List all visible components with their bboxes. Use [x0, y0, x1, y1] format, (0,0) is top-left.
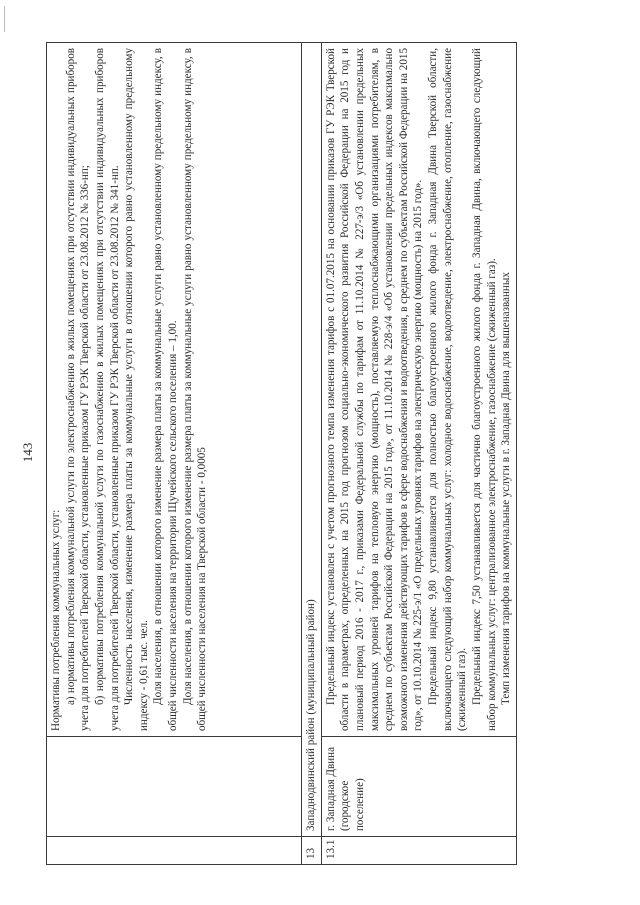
paragraph: а) нормативы потребления коммунальной услуги по электроснабжению в жилых помещениях при отсутствии индивидуальных приборов учета для потребителей Тверской области, установленные приказом ГУ РЭК Тверской области от 23.08.2012 № 336-нп; — [64, 48, 92, 731]
scan-artifact — [4, 6, 5, 32]
settlement-name: г. Западная Двина (городское поселение) — [321, 737, 516, 837]
district-title: Западнодвинский район (муниципальный район) — [302, 43, 322, 837]
paragraph: Предельный индекс установлен с учетом прогнозного темпа изменения тарифов с 01.07.2015 на основании приказов ГУ РЭК Тверской области в параметрах, определенных на 2015 год прогнозом социально-экономического развития Российской Федерации на 2015 год и плановый период 2016 - 2017 г., приказами Федеральной службы по тарифам от 11.10.2014 № 227-э/3 «Об установлении предельных максимальных уровней тарифов на тепловую энергию (мощность), поставляемую теплоснабжающими организациями потребителям, в среднем по субъектам Российской Федерации на 2015 год», от 11.10.2014 № 228-э/4 «Об установлении предельных индексов максимально возможного изменения действующих тарифов в сфере водоснабжения и водоотведения, в среднем по субъектам Российской Федерации на 2015 год», от 10.10.2014 № 225-э/1 «О предельных уровнях тарифов на электрическую энергию (мощность) на 2015 год». — [324, 48, 425, 731]
continuation-text-cell — [47, 43, 302, 737]
paragraph: Численность населения, изменение размера платы за коммунальные услуги в отношении которого равно установленному предельному индексу - 0,61 тыс. чел. — [123, 48, 150, 731]
paragraph: Предельный индекс 7,50 устанавливается для частично благоустроенного жилого фонда г. Западная Двина, включающего следующий набор коммунальных услуг: централизованное электроснабжение, газоснабжение (сжиженный газ). — [471, 48, 498, 731]
paragraph: б) нормативы потребления коммунальной услуги по газоснабжению в жилых помещениях при отсутствии индивидуальных приборов учета для потребителей Тверской области, установленные приказом ГУ РЭК Тверской области от 23.08.2012 № 341-нп. — [93, 48, 121, 731]
settlement-number: 13.1 — [321, 837, 516, 865]
page-number: 143 — [20, 442, 35, 463]
paragraph: Предельный индекс 9,80 устанавливается для полностью благоустроенного жилого фонда г. Западная Двина Тверской области, включающего следующий набор коммунальных услуг: холодное водоснабжение, водоотведение, электроснабжение, отопление, газоснабжение (сжиженный газ). — [427, 48, 469, 731]
tariff-table — [46, 42, 517, 865]
table-row-settlement — [321, 43, 516, 865]
district-number: 13 — [302, 837, 322, 865]
paragraph: Доля населения, в отношении которого изменение размера платы за коммунальные услуги равно установленному предельному индексу, в общей численности населения на территории Щучейского сельского поселения – 1,00. — [152, 48, 180, 731]
table-cell-name-empty — [47, 737, 302, 837]
settlement-text-cell — [321, 43, 516, 737]
table-cell-number-empty — [47, 837, 302, 865]
paragraph: Доля населения, в отношении которого изменение размера платы за коммунальные услуги равно установленному предельному индексу, в общей численности населения на Тверской области - 0,0005 — [181, 48, 209, 731]
paragraph: Темп изменения тарифов на коммунальные услуги в г. Западная Двина для вышеназванных — [500, 272, 513, 705]
table-row-continuation — [47, 43, 302, 865]
paragraph: Нормативы потребления коммунальных услуг: — [50, 509, 62, 731]
table-row-district — [302, 43, 322, 865]
